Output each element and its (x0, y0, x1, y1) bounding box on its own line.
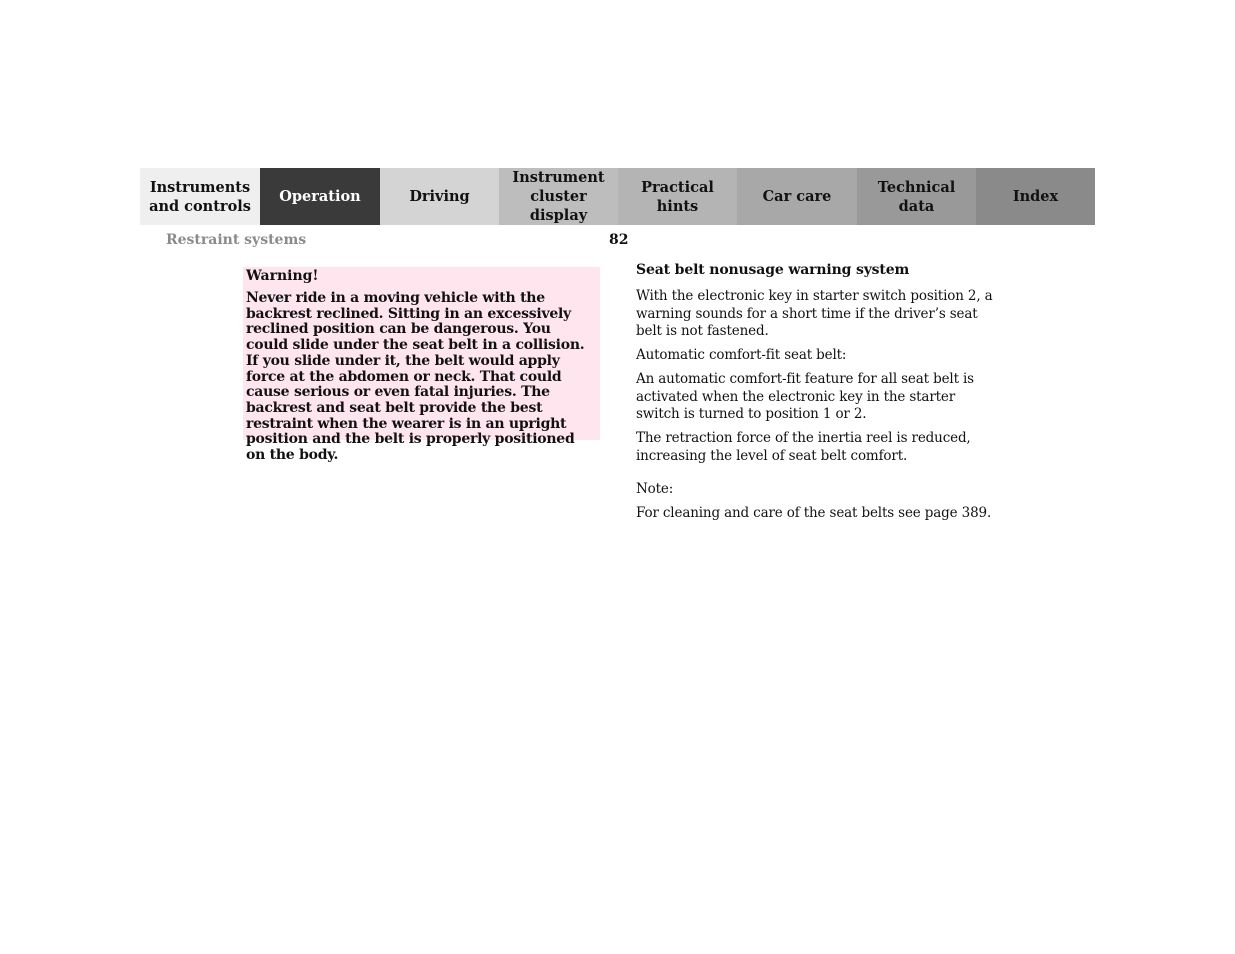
tab-operation[interactable] (260, 168, 380, 225)
tab-index[interactable] (976, 168, 1095, 225)
tab-label (503, 168, 614, 225)
tab-label-line: data (898, 197, 935, 215)
tab-label-line: Technical (877, 178, 956, 196)
paragraph-comfort-fit-label: Automatic comfort-fit seat belt: (636, 347, 847, 364)
paragraph-warning-sound: With the electronic key in starter switch position 2, a warning sounds for a short time if the driver’s seat belt is not fastened. (636, 288, 993, 339)
tab-label (878, 178, 956, 216)
note-label: Note: (636, 480, 674, 497)
warning-title: Warning! (246, 268, 319, 284)
tab-label: Operation (279, 188, 361, 205)
tab-label: Practical hints (641, 178, 714, 215)
tab-instruments-and-controls[interactable] (140, 168, 260, 225)
tab-label-line: cluster display (529, 188, 588, 224)
content-column (636, 262, 998, 530)
content-heading: Seat belt nonusage warning system (636, 262, 910, 278)
tab-car-care[interactable] (737, 168, 857, 225)
tab-label-line: Instrument (512, 169, 605, 186)
section-tab-bar (140, 168, 1095, 225)
tab-driving[interactable] (380, 168, 499, 225)
tab-label-line: Instruments (149, 178, 251, 196)
paragraph-retraction-force: The retraction force of the inertia reel is reduced, increasing the level of seat belt comfort. (636, 430, 971, 464)
section-title: Restraint systems (166, 232, 307, 248)
tab-technical-data[interactable] (857, 168, 976, 225)
warning-box (243, 267, 600, 464)
tab-label-line: and controls (149, 197, 251, 215)
tab-label (149, 178, 251, 216)
page-number: 82 (609, 232, 629, 248)
warning-text: Never ride in a moving vehicle with the backrest reclined. Sitting in an excessively reclined position can be dangerous. You could slide under the seat belt in a collision. If you slide under it, the belt would apply force at the abdomen or neck. That could cause serious or even fatal injuries. The backrest and seat belt provide the best restraint when the wearer is in an upright position and the belt is properly positioned on the body. (246, 290, 585, 464)
tab-label: Driving (409, 188, 470, 205)
tab-label: Car care (762, 188, 832, 205)
paragraph-comfort-fit-feature: An automatic comfort-fit feature for all seat belt is activated when the electronic key in the starter switch is turned to position 1 or 2. (636, 371, 974, 423)
tab-label: Index (1012, 188, 1059, 205)
tab-practical-hints[interactable] (618, 168, 737, 225)
tab-instrument-cluster-display[interactable] (499, 168, 618, 225)
note-text: For cleaning and care of the seat belts see page 389. (636, 505, 992, 522)
